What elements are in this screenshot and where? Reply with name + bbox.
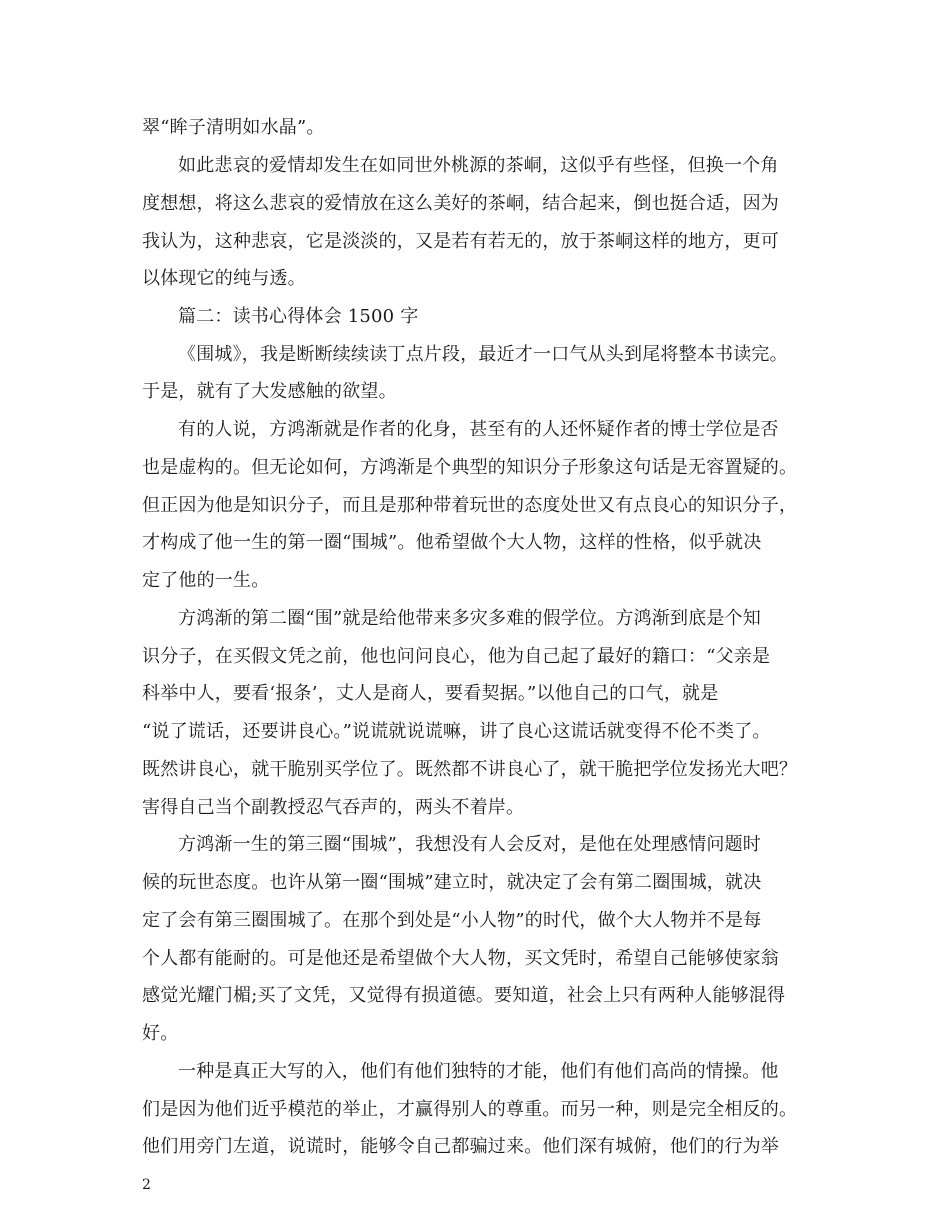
text-line: 翠“眸子清明如水晶”。 — [142, 117, 325, 138]
text-line: 感觉光耀门楣;买了文凭，又觉得有损道德。要知道，社会上只有两种人能够混得 — [142, 985, 786, 1006]
text-line: 也是虚构的。但无论如何，方鸿渐是个典型的知识分子形象这句话是无容置疑的。 — [142, 457, 798, 478]
text-line: 害得自己当个副教授忍气吞声的，两头不着岸。 — [142, 797, 525, 818]
text-line: “说了谎话，还要讲良心。”说谎就说谎嘛，讲了良心这谎话就变得不伦不类了。 — [142, 721, 771, 742]
text-line: 定了会有第三圈围城了。在那个到处是“小人物”的时代，做个大人物并不是每 — [142, 910, 762, 931]
text-line: 度想想，将这么悲哀的爱情放在这么美好的茶峒，结合起来，倒也挺合适，因为 — [142, 193, 779, 214]
text-line: 方鸿渐的第二圈“围”就是给他带来多灾多难的假学位。方鸿渐到底是个知 — [178, 608, 762, 629]
text-line: 既然讲良心，就干脆别买学位了。既然都不讲良心了，就干脆把学位发扬光大吧？ — [142, 759, 798, 780]
text-line: 们是因为他们近乎模范的举止，才赢得别人的尊重。而另一种，则是完全相反的。 — [142, 1099, 798, 1120]
text-line: 于是，就有了大发感触的欲望。 — [142, 381, 397, 402]
text-line: 候的玩世态度。也许从第一圈“围城”建立时，就决定了会有第二圈围城，就决 — [142, 872, 762, 893]
text-line: 科举中人，要看‘报条’，丈人是商人，要看契据。”以他自己的口气，就是 — [142, 683, 719, 704]
text-line: 方鸿渐一生的第三圈“围城”，我想没有人会反对，是他在处理感情问题时 — [178, 834, 762, 855]
text-line: 如此悲哀的爱情却发生在如同世外桃源的茶峒，这似乎有些怪，但换一个角 — [178, 155, 779, 176]
text-line: 一种是真正大写的入，他们有他们独特的才能，他们有他们高尚的情操。他 — [178, 1061, 779, 1082]
text-line: 他们用旁门左道，说谎时，能够令自己都骗过来。他们深有城俯，他们的行为举 — [142, 1136, 779, 1157]
text-line: 好。 — [142, 1023, 179, 1044]
text-line: 识分子，在买假文凭之前，他也问问良心，他为自己起了最好的籍口：“父亲是 — [142, 646, 771, 667]
text-line: 个人都有能耐的。可是他还是希望做个大人物，买文凭时，希望自己能够使家翁 — [142, 948, 779, 969]
text-line: 《围城》，我是断断续续读丁点片段，最近才一口气从头到尾将整本书读完。 — [178, 344, 788, 365]
page-number: 2 — [142, 1177, 151, 1193]
text-line: 定了他的一生。 — [142, 570, 270, 591]
text-line: 我认为，这种悲哀，它是淡淡的，又是若有若无的，放于茶峒这样的地方，更可 — [142, 231, 779, 252]
text-line: 有的人说，方鸿渐就是作者的化身，甚至有的人还怀疑作者的博士学位是否 — [178, 419, 779, 440]
text-line: 以体现它的纯与透。 — [142, 268, 306, 289]
text-line: 但正因为他是知识分子，而且是那种带着玩世的态度处世又有点良心的知识分子， — [142, 495, 798, 516]
text-line: 才构成了他一生的第一圈“围城”。他希望做个大人物，这样的性格，似乎就决 — [142, 532, 762, 553]
section-heading: 篇二：读书心得体会 1500 字 — [178, 306, 419, 327]
